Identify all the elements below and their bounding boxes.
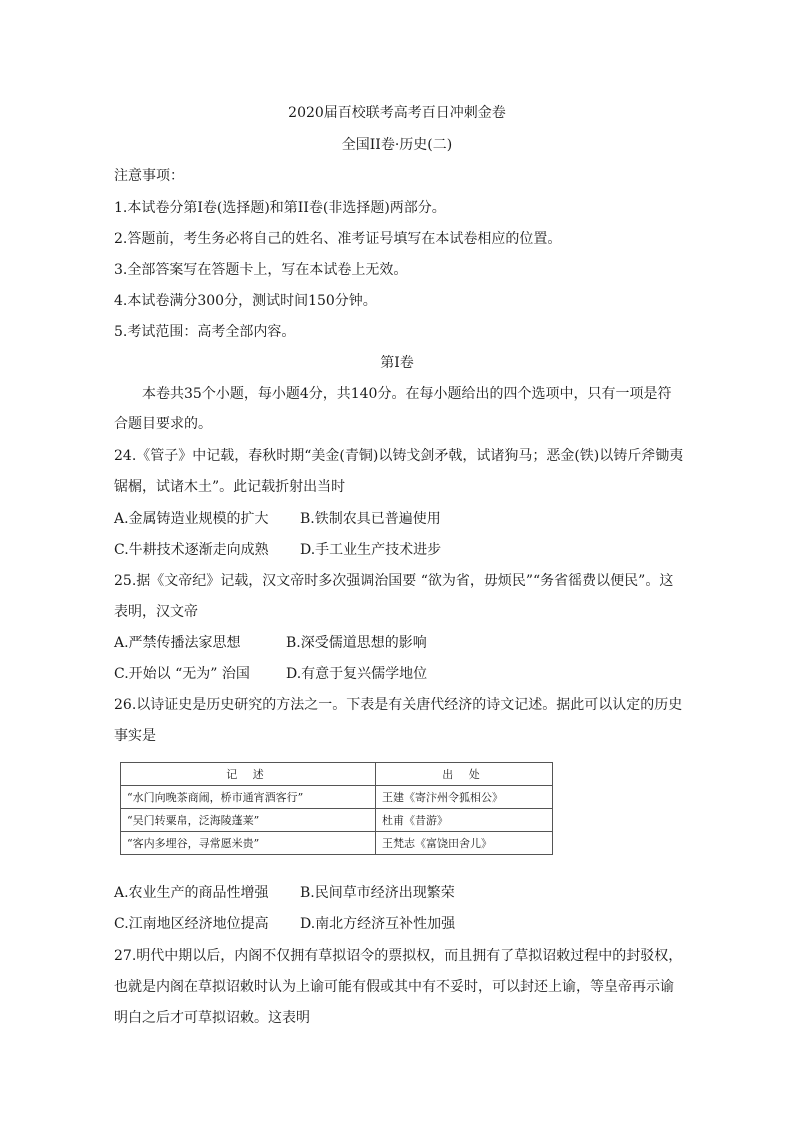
q27-stem: 明白之后才可草拟诏敕。这表明: [114, 1010, 310, 1026]
table-cell: “吴门转粟帛，泛海陵蓬莱”: [121, 809, 376, 832]
note-item: 1.本试卷分第I卷(选择题)和第II卷(非选择题)两部分。: [114, 200, 446, 216]
q26-option-c: C.江南地区经济地位提高: [114, 916, 269, 932]
table-cell: “水门向晚茶商闹，桥市通宵酒客行”: [121, 786, 376, 809]
exam-subtitle: 全国II卷·历史(二): [341, 137, 453, 153]
q26-option-a: A.农业生产的商品性增强: [114, 885, 269, 901]
q26-option-d: D.南北方经济互补性加强: [300, 916, 456, 932]
table-cell: 王梵志《富饶田舍儿》: [376, 832, 553, 855]
q24-option-d: D.手工业生产技术进步: [300, 542, 442, 558]
q24-option-b: B.铁制农具已普遍使用: [300, 511, 441, 527]
note-item: 4.本试卷满分300分，测试时间150分钟。: [114, 293, 377, 309]
table-row: [121, 809, 553, 832]
q26-option-b: B.民间草市经济出现繁荣: [300, 885, 455, 901]
q24-stem: 24.《管子》中记载，春秋时期“美金(青铜)以铸戈剑矛戟，试诸狗马；恶金(铁)以铸斤斧锄夷: [114, 448, 684, 464]
note-item: 3.全部答案写在答题卡上，写在本试卷上无效。: [114, 262, 408, 278]
note-item: 2.答题前，考生务必将自己的姓名、准考证号填写在本试卷相应的位置。: [114, 231, 562, 247]
q25-stem: 表明，汉文帝: [114, 604, 198, 620]
q25-option-b: B.深受儒道思想的影响: [286, 635, 427, 651]
table-header-cell: 记 述: [121, 763, 376, 786]
section-intro: 本卷共35个小题，每小题4分，共140分。在每小题给出的四个选项中，只有一项是符: [142, 386, 672, 402]
q26-stem: 事实是: [114, 728, 156, 744]
q24-stem: 锯榍，试诸木土”。此记载折射出当时: [114, 479, 346, 495]
table-header-row: [121, 763, 553, 786]
table-cell: 王建《寄汴州令狐相公》: [376, 786, 553, 809]
q24-option-c: C.牛耕技术逐渐走向成熟: [114, 542, 269, 558]
q25-stem: 25.据《文帝纪》记载，汉文帝时多次强调治国要 “欲为省，毋烦民”“务省徭费以便民”。这: [114, 573, 674, 589]
note-item: 5.考试范围：高考全部内容。: [114, 324, 296, 340]
q26-stem: 26.以诗证史是历史研究的方法之一。下表是有关唐代经济的诗文记述。据此可以认定的历史: [114, 697, 683, 713]
notes-heading: 注意事项：: [114, 168, 184, 184]
q27-stem: 27.明代中期以后，内阁不仅拥有草拟诏令的票拟权，而且拥有了草拟诏敕过程中的封驳权，: [114, 948, 683, 964]
q24-option-a: A.金属铸造业规模的扩大: [114, 511, 269, 527]
q27-stem: 也就是内阁在草拟诏敕时认为上谕可能有假或其中有不妥时，可以封还上谕，等皇帝再示谕: [114, 979, 674, 995]
q25-option-c: C.开始以 “无为” 治国: [114, 666, 250, 682]
q25-option-a: A.严禁传播法家思想: [114, 635, 241, 651]
exam-title: 2020届百校联考高考百日冲刺金卷: [288, 105, 506, 121]
table-row: [121, 832, 553, 855]
table-row: [121, 786, 553, 809]
table-cell: 杜甫《昔游》: [376, 809, 553, 832]
section-title: 第I卷: [380, 355, 414, 371]
section-intro: 合题目要求的。: [114, 416, 212, 432]
table-header-cell: 出 处: [376, 763, 553, 786]
q25-option-d: D.有意于复兴儒学地位: [286, 666, 428, 682]
table-cell: “客内多埋谷，寻常愿米贵”: [121, 832, 376, 855]
q26-table: [120, 762, 553, 855]
